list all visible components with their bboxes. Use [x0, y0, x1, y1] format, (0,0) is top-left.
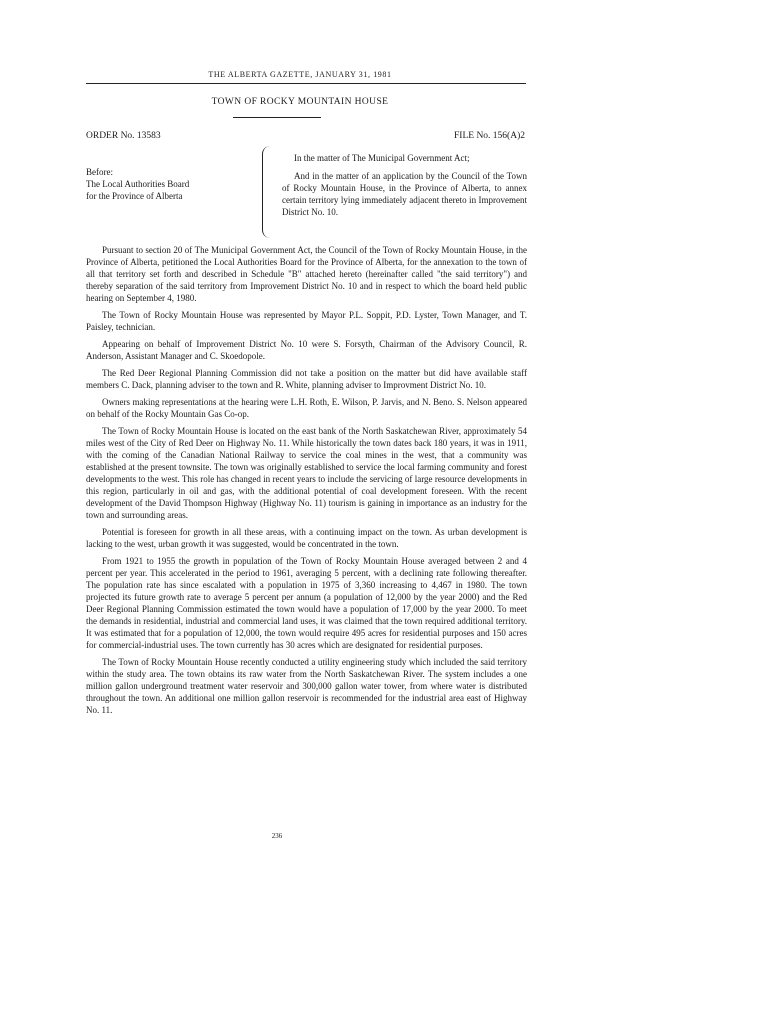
matter-block	[282, 152, 527, 224]
body-paragraph: Appearing on behalf of Improvement District No. 10 were S. Forsyth, Chairman of the Advisory Council, R. Anderson, Assistant Manager and C. Skoedopole.	[86, 339, 527, 361]
body-paragraph: The Town of Rocky Mountain House is located on the east bank of the North Saskatchewan River, approximately 54 miles west of the City of Red Deer on Highway No. 11. While historically the town dates back 180 years, it was in 1911, with the coming of the Canadian National Railway to service the coal mines in the west, that a community was established at the present townsite. The town was originally established to service the local farming community and forest developments to the west. This role has changed in recent years to include the servicing of large resource developments in this region, particularly in oil and gas, with the additional potential of coal development foreseen. With the recent development of the David Thompson Highway (Highway No. 11) tourism is gaining in importance as an industry for the town and surrounding areas.	[86, 426, 527, 520]
before-line: Before:	[86, 167, 113, 177]
before-line: The Local Authorities Board	[86, 179, 190, 189]
matter-paragraph: And in the matter of an application by the Council of the Town of Rocky Mountain House, in the Province of Alberta, to annex certain territory lying immediately adjacent thereto in Improvement District No. 10.	[282, 171, 527, 217]
title-rule	[233, 117, 321, 118]
matter-paragraph: In the matter of The Municipal Government Act;	[294, 153, 470, 163]
running-head: THE ALBERTA GAZETTE, JANUARY 31, 1981	[208, 70, 392, 79]
body-paragraph: Owners making representations at the hearing were L.H. Roth, E. Wilson, P. Jarvis, and N. Beno. S. Nelson appeared on behalf of the Rocky Mountain Gas Co-op.	[86, 397, 527, 419]
header-rule	[86, 83, 526, 84]
page-title: TOWN OF ROCKY MOUNTAIN HOUSE	[211, 97, 389, 107]
body-paragraph: Potential is foreseen for growth in all these areas, with a continuing impact on the town. As urban development is lacking to the west, urban growth it was suggested, would be concentrated in the town.	[86, 527, 527, 549]
body-paragraph: The Town of Rocky Mountain House was represented by Mayor P.L. Soppit, P.D. Lyster, Town Manager, and T. Paisley, technician.	[86, 310, 527, 332]
order-body	[86, 244, 527, 721]
page-number: 236	[271, 832, 283, 840]
body-paragraph: From 1921 to 1955 the growth in population of the Town of Rocky Mountain House averaged between 2 and 4 percent per year. This accelerated in the period to 1961, averaging 5 percent, with a declining rate following thereafter. The population rate has since escalated with a population in 1975 of 3,360 increasing to 4,467 in 1980. The town projected its future growth rate to average 5 percent per annum (a population of 12,000 by the year 2000) and the Red Deer Regional Planning Commission estimated the town would have a population of 17,000 by the year 2000. To meet the demands in residential, industrial and commercial land uses, it was claimed that the town required additional territory. It was estimated that for a population of 12,000, the town would require 495 acres for residential purposes and 150 acres for commercial-industrial uses. The town currently has 30 acres which are designated for residential purposes.	[86, 556, 527, 650]
before-line: for the Province of Alberta	[86, 191, 183, 201]
matter-bracket	[262, 146, 273, 238]
order-number: ORDER No. 13583	[86, 131, 161, 141]
body-paragraph: Pursuant to section 20 of The Municipal Government Act, the Council of the Town of Rocky Mountain House, in the Province of Alberta, petitioned the Local Authorities Board for the Province of Alberta, for the annexation to the town of all that territory set forth and described in Schedule "B" attached hereto (hereinafter called "the said territory") and thereby separation of the said territory from Improvement District No. 10 and in respect to which the board held public hearing on September 4, 1980.	[86, 245, 527, 303]
body-paragraph: The Town of Rocky Mountain House recently conducted a utility engineering study which included the said territory within the study area. The town obtains its raw water from the North Saskatchewan River. The system includes a one million gallon underground treatment water reservoir and 300,000 gallon water tower, from where water is distributed throughout the town. An additional one million gallon reservoir is recommended for the industrial area east of Highway No. 11.	[86, 657, 527, 715]
file-number: FILE No. 156(A)2	[454, 131, 525, 141]
body-paragraph: The Red Deer Regional Planning Commission did not take a position on the matter but did have available staff members C. Dack, planning adviser to the town and R. White, planning adviser to Improvment District No. 10.	[86, 368, 527, 390]
before-block	[86, 166, 256, 202]
